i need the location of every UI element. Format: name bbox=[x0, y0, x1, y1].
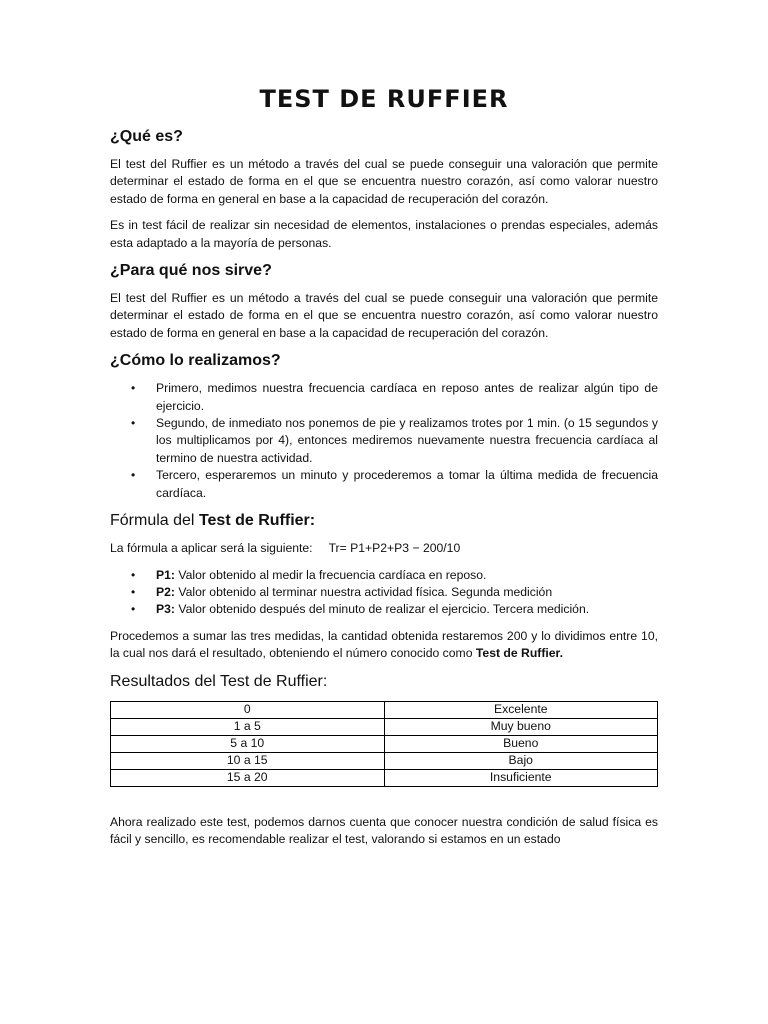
list-item-text: Tercero, esperaremos un minuto y procederemos a tomar la última medida de frecuencia cardíaca. bbox=[156, 468, 658, 500]
closing-bold: Test de Ruffier. bbox=[475, 646, 564, 661]
document-page bbox=[110, 84, 658, 857]
bullet-icon: • bbox=[131, 381, 136, 396]
formula-line bbox=[110, 540, 658, 557]
variable-key: P3: bbox=[156, 602, 175, 617]
paragraph: Ahora realizado este test, podemos darnos cuenta que conocer nuestra condición de salud física es fácil y sencillo, es recomendable realizar el test, valorando si estamos en un estado bbox=[110, 814, 658, 846]
list-item bbox=[110, 601, 658, 618]
section-resultados bbox=[110, 672, 658, 787]
table-cell-score: 15 a 20 bbox=[111, 769, 385, 786]
bullet-icon: • bbox=[131, 584, 136, 599]
table-row bbox=[111, 735, 658, 752]
closing-text: Procedemos a sumar las tres medidas, la cantidad obtenida restaremos 200 y lo dividimos entre 10, la cual nos dará el resultado, obteniendo el número conocido como bbox=[110, 628, 658, 661]
section-como bbox=[110, 351, 658, 502]
table-cell-rating: Insuficiente bbox=[384, 769, 658, 786]
table-cell-rating: Bueno bbox=[384, 735, 658, 752]
variables-list bbox=[110, 567, 658, 619]
variable-text: Valor obtenido al terminar nuestra actividad física. Segunda medición bbox=[178, 584, 553, 599]
document-title: TEST DE RUFFIER bbox=[259, 85, 509, 113]
paragraph: Es in test fácil de realizar sin necesidad de elementos, instalaciones o prendas especiales, además esta adaptado a la mayoría de personas. bbox=[110, 218, 658, 250]
heading-bold-part: Test de Ruffier: bbox=[198, 512, 316, 530]
section-conclusion bbox=[110, 814, 658, 849]
section-para-que bbox=[110, 261, 658, 342]
list-item bbox=[110, 380, 658, 415]
table-row bbox=[111, 769, 658, 786]
variable-key: P1: bbox=[156, 567, 175, 582]
list-item bbox=[110, 584, 658, 601]
section-heading-que-es: ¿Qué es? bbox=[110, 128, 183, 145]
paragraph: El test del Ruffier es un método a través del cual se puede conseguir una valoración que permite determinar el estado de forma en el que se encuentra nuestro corazón, así como valorar nuestro estado de forma en general en base a la capacidad de recuperación del corazón. bbox=[110, 291, 658, 340]
formula-intro: La fórmula a aplicar será la siguiente: bbox=[110, 541, 313, 556]
table-cell-rating: Muy bueno bbox=[384, 718, 658, 735]
section-que-es bbox=[110, 127, 658, 252]
results-table bbox=[110, 701, 658, 787]
section-heading-formula bbox=[110, 511, 658, 531]
table-row bbox=[111, 752, 658, 769]
section-heading-como: ¿Cómo lo realizamos? bbox=[110, 352, 281, 370]
table-cell-rating: Bajo bbox=[384, 752, 658, 769]
list-item bbox=[110, 567, 658, 584]
table-row bbox=[111, 718, 658, 735]
list-item bbox=[110, 467, 658, 502]
heading-plain-part: Fórmula del bbox=[110, 512, 195, 530]
steps-list bbox=[110, 380, 658, 502]
bullet-icon: • bbox=[131, 468, 136, 483]
spacer bbox=[110, 787, 658, 814]
table-cell-score: 10 a 15 bbox=[111, 752, 385, 769]
paragraph: El test del Ruffier es un método a través del cual se puede conseguir una valoración que permite determinar el estado de forma en el que se encuentra nuestro corazón, así como valorar nuestro estado de forma en general en base a la capacidad de recuperación del corazón. bbox=[110, 157, 658, 206]
list-item bbox=[110, 415, 658, 467]
paragraph bbox=[110, 628, 658, 663]
table-cell-score: 5 a 10 bbox=[111, 735, 385, 752]
bullet-icon: • bbox=[131, 416, 136, 431]
section-heading-para-que: ¿Para qué nos sirve? bbox=[110, 262, 272, 280]
bullet-icon: • bbox=[131, 602, 136, 617]
formula-expression: Tr= P1+P2+P3 − 200/10 bbox=[328, 541, 461, 556]
variable-key: P2: bbox=[156, 584, 175, 599]
table-cell-rating: Excelente bbox=[384, 701, 658, 718]
variable-text: Valor obtenido después del minuto de realizar el ejercicio. Tercera medición. bbox=[178, 602, 590, 617]
section-formula bbox=[110, 511, 658, 662]
table-row bbox=[111, 701, 658, 718]
table-cell-score: 1 a 5 bbox=[111, 718, 385, 735]
list-item-text: Segundo, de inmediato nos ponemos de pie y realizamos trotes por 1 min. (o 15 segundos y los multiplicamos por 4), entonces mediremos nuevamente nuestra frecuencia cardíaca al termino de nuestra actividad. bbox=[156, 416, 658, 465]
bullet-icon: • bbox=[131, 567, 136, 582]
table-cell-score: 0 bbox=[111, 701, 385, 718]
section-heading-resultados: Resultados del Test de Ruffier: bbox=[110, 672, 328, 690]
variable-text: Valor obtenido al medir la frecuencia cardíaca en reposo. bbox=[178, 567, 487, 582]
list-item-text: Primero, medimos nuestra frecuencia cardíaca en reposo antes de realizar algún tipo de ejercicio. bbox=[156, 381, 658, 413]
